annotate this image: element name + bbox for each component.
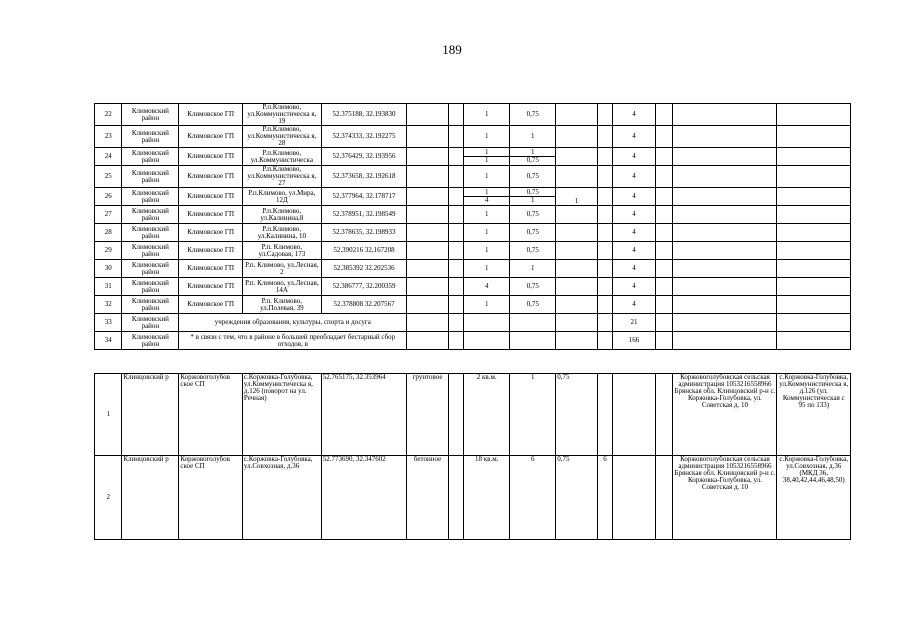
address-cell: Р.п.Климово, ул.Мира, 12Д: [242, 188, 321, 206]
table-row: [95, 206, 851, 224]
extra-cell: [556, 242, 598, 260]
empty-cell: [448, 260, 463, 278]
coordinates-cell: 52.378951, 32.198549: [321, 206, 406, 224]
row-number: 22: [95, 104, 122, 126]
settlement-cell: Климовское ГП: [179, 104, 243, 126]
empty-cell: [655, 456, 673, 540]
coordinates-cell: 52.373658, 32.192618: [321, 166, 406, 188]
empty-cell: [597, 278, 612, 296]
coordinates-cell: 52.376429, 32.193956: [321, 148, 406, 166]
coordinates-cell: 52,390216 32,167208: [321, 242, 406, 260]
table-row: [95, 224, 851, 242]
settlement-cell: Климовское ГП: [179, 296, 243, 314]
empty-cell: [448, 126, 463, 148]
district-cell: Климовский район: [122, 224, 179, 242]
containers-table-klintsy: [94, 373, 851, 540]
row-number: 27: [95, 206, 122, 224]
district-cell: Климовский район: [122, 188, 179, 206]
table-row: [95, 188, 851, 206]
served-count-cell: 21: [613, 314, 656, 332]
container-qty-cell: 1: [464, 206, 510, 224]
empty-cell: [464, 314, 510, 332]
container-volume-cell: 0,75: [510, 242, 556, 260]
empty-cell: [448, 104, 463, 126]
empty-cell: [655, 260, 673, 278]
district-cell: Климовский район: [122, 126, 179, 148]
empty-cell: [655, 206, 673, 224]
extra-cell: [556, 278, 598, 296]
container-qty-cell: 1: [464, 104, 510, 126]
container-qty-cell-line-2: 1: [464, 156, 509, 164]
container-qty-cell: 1: [464, 166, 510, 188]
empty-cell: [777, 314, 851, 332]
row-number: 26: [95, 188, 122, 206]
row-number: 29: [95, 242, 122, 260]
empty-cell: [777, 242, 851, 260]
empty-cell: [464, 332, 510, 350]
empty-cell: [655, 104, 673, 126]
surface-cell: грунтовое: [407, 374, 449, 456]
empty-cell: [597, 224, 612, 242]
empty-cell: [407, 148, 449, 166]
container-volume-cell: 0,75: [510, 296, 556, 314]
container-volume-cell-line-2: 1: [510, 196, 555, 204]
served-count-cell: 4: [613, 126, 656, 148]
empty-cell: [448, 374, 463, 456]
container-qty-cell: [464, 148, 510, 166]
served-count-cell: 4: [613, 260, 656, 278]
container-qty-cell: [464, 188, 510, 206]
row-number: 24: [95, 148, 122, 166]
container-qty-cell: 1: [464, 126, 510, 148]
coordinates-cell: 52.374333, 32.192275: [321, 126, 406, 148]
empty-cell: [448, 456, 463, 540]
served-count-cell: 4: [613, 104, 656, 126]
empty-cell: [597, 206, 612, 224]
settlement-cell: Коржовоголубов ское СП: [179, 456, 243, 540]
settlement-cell: Климовское ГП: [179, 166, 243, 188]
served-count-cell: 4: [613, 206, 656, 224]
settlement-cell: Климовское ГП: [179, 278, 243, 296]
empty-cell: [407, 166, 449, 188]
empty-cell: [448, 206, 463, 224]
empty-cell: [673, 104, 777, 126]
table-row: [95, 148, 851, 166]
empty-cell: [448, 188, 463, 206]
served-count-cell: 4: [613, 296, 656, 314]
container-qty-cell-line-1: 1: [484, 188, 489, 196]
owner-cell: Коржовоголубовская сельская администрация 1053216558966 Брянская обл. Клинцовский р-н с. Коржовка-Голубовка, ул. Советская д. 10: [673, 374, 777, 456]
row-number: 32: [95, 296, 122, 314]
served-count-cell: 166: [613, 332, 656, 350]
empty-cell: [597, 166, 612, 188]
extra-cell: [556, 206, 598, 224]
row-number: 31: [95, 278, 122, 296]
empty-cell: [673, 224, 777, 242]
address-cell: Р.п. Климово, ул.Полевая, 39: [242, 296, 321, 314]
coordinates-cell: 52.377964, 32.178717: [321, 188, 406, 206]
address-cell: с.Коржовка-Голубовка, ул.Коммунистическа я, д.126 (поворот на ул. Речная): [242, 374, 321, 456]
empty-cell: [597, 260, 612, 278]
empty-cell: [655, 332, 673, 350]
empty-cell: [673, 188, 777, 206]
row-number: 25: [95, 166, 122, 188]
extra-cell: [597, 374, 612, 456]
table-row: [95, 260, 851, 278]
empty-cell: [673, 260, 777, 278]
empty-cell: [777, 188, 851, 206]
coordinates-cell: 52.386777, 32.200359: [321, 278, 406, 296]
container-qty-cell: 1: [464, 242, 510, 260]
empty-cell: [655, 148, 673, 166]
empty-cell: [673, 314, 777, 332]
table-row: [95, 456, 851, 540]
served-count-cell: 4: [613, 188, 656, 206]
address-cell: Р.п.Климово, ул.Калинина, 10: [242, 224, 321, 242]
address-cell: Р.п. Климово, ул.Лесная, 14А: [242, 278, 321, 296]
table-row: [95, 296, 851, 314]
district-cell: Клинцовский р: [122, 456, 179, 540]
empty-cell: [597, 242, 612, 260]
table-row: [95, 126, 851, 148]
container-volume-cell: 0,75: [510, 224, 556, 242]
row-number: 33: [95, 314, 122, 332]
served-count-cell: 4: [613, 224, 656, 242]
empty-cell: [655, 242, 673, 260]
extra-cell: 1: [556, 188, 598, 206]
coordinates-cell: 52.375188, 32.193830: [321, 104, 406, 126]
address-cell: с.Коржовка-Голубовка, ул.Совхозная, д.36: [242, 456, 321, 540]
empty-cell: [597, 148, 612, 166]
container-qty-cell: 1: [510, 374, 556, 456]
extra-cell: [556, 126, 598, 148]
address-cell: Р.п.Климово, ул.Коммунистическа: [242, 148, 321, 166]
address-cell: Р.п.Климово, ул.Коммунистическа я, 27: [242, 166, 321, 188]
empty-cell: [448, 148, 463, 166]
empty-cell: [597, 104, 612, 126]
container-volume-cell: 0,75: [510, 206, 556, 224]
row-number: 2: [95, 456, 122, 540]
row-number: 1: [95, 374, 122, 456]
empty-cell: [597, 296, 612, 314]
district-cell: Климовский район: [122, 332, 179, 350]
district-cell: Климовский район: [122, 278, 179, 296]
extra-cell: 6: [597, 456, 612, 540]
empty-cell: [655, 166, 673, 188]
district-cell: Климовский район: [122, 314, 179, 332]
container-volume-cell: 0,75: [510, 278, 556, 296]
empty-cell: [407, 188, 449, 206]
empty-cell: [673, 242, 777, 260]
empty-cell: [655, 314, 673, 332]
empty-cell: [655, 188, 673, 206]
extra-cell: [556, 104, 598, 126]
container-qty-cell-line-1: 1: [484, 148, 489, 156]
served-count-cell: 4: [613, 166, 656, 188]
district-cell: Климовский район: [122, 148, 179, 166]
empty-cell: [407, 314, 449, 332]
served-count-cell: 4: [613, 278, 656, 296]
coordinates-cell: 52.378808 32.207567: [321, 296, 406, 314]
empty-cell: [597, 314, 612, 332]
empty-cell: [407, 242, 449, 260]
row-number: 34: [95, 332, 122, 350]
empty-cell: [777, 260, 851, 278]
district-cell: Климовский район: [122, 296, 179, 314]
container-volume-cell: 0,75: [510, 104, 556, 126]
empty-cell: [448, 314, 463, 332]
empty-cell: [673, 126, 777, 148]
container-volume-cell-line-1: 0,75: [526, 188, 539, 196]
container-qty-cell: 1: [464, 296, 510, 314]
container-volume-cell-line-1: 1: [530, 148, 535, 156]
empty-cell: [407, 224, 449, 242]
empty-cell: [777, 332, 851, 350]
container-qty-cell: 1: [464, 224, 510, 242]
container-qty-cell: 6: [510, 456, 556, 540]
empty-cell: [655, 126, 673, 148]
containers-table-klimovo: [94, 103, 851, 350]
container-qty-cell-line-2: 4: [464, 196, 509, 204]
area-cell: 2 кв.м.: [464, 374, 510, 456]
address-cell: Р.п.Климово, ул.Коммунистическа я, 28: [242, 126, 321, 148]
settlement-cell: Коржовоголубов ское СП: [179, 374, 243, 456]
served-count-cell: 4: [613, 242, 656, 260]
empty-cell: [407, 332, 449, 350]
table-row: [95, 332, 851, 350]
address-cell: Р.п.Климово, ул.Калинина,8: [242, 206, 321, 224]
empty-cell: [655, 374, 673, 456]
row-number: 30: [95, 260, 122, 278]
container-volume-cell: 1: [510, 260, 556, 278]
empty-cell: [597, 126, 612, 148]
note-cell: учреждения образования, культуры, спорта и досуга: [179, 314, 407, 332]
empty-cell: [556, 314, 598, 332]
address-cell: Р.п.Климово, ул.Коммунистическа я, 19: [242, 104, 321, 126]
row-number: 28: [95, 224, 122, 242]
container-volume-cell: 0,75: [556, 456, 598, 540]
container-volume-cell: 1: [510, 126, 556, 148]
empty-cell: [777, 224, 851, 242]
district-cell: Климовский район: [122, 260, 179, 278]
empty-cell: [655, 296, 673, 314]
empty-cell: [777, 206, 851, 224]
settlement-cell: Климовское ГП: [179, 224, 243, 242]
empty-cell: [673, 278, 777, 296]
table-row: [95, 166, 851, 188]
empty-cell: [673, 296, 777, 314]
empty-cell: [407, 296, 449, 314]
empty-cell: [777, 278, 851, 296]
table-row: [95, 374, 851, 456]
address-cell: Р.п. Климово, ул.Лесная, 2: [242, 260, 321, 278]
empty-cell: [510, 332, 556, 350]
container-volume-cell: 0,75: [510, 166, 556, 188]
empty-cell: [448, 224, 463, 242]
empty-cell: [777, 104, 851, 126]
row-number: 23: [95, 126, 122, 148]
settlement-cell: Климовское ГП: [179, 260, 243, 278]
empty-cell: [407, 104, 449, 126]
settlement-cell: Климовское ГП: [179, 188, 243, 206]
settlement-cell: Климовское ГП: [179, 148, 243, 166]
coordinates-cell: 52.378635, 32.198933: [321, 224, 406, 242]
table-row: [95, 314, 851, 332]
empty-cell: [556, 332, 598, 350]
served-objects-cell: с.Коржовка-Голубовка, ул.Совхозная, д.36 (МКД 36, 38,40,42,44,46,48,50): [777, 456, 851, 540]
empty-cell: [673, 206, 777, 224]
district-cell: Климовский район: [122, 104, 179, 126]
empty-cell: [613, 456, 656, 540]
page-number: 189: [442, 42, 462, 57]
extra-cell: [556, 260, 598, 278]
empty-cell: [655, 224, 673, 242]
table-row: [95, 278, 851, 296]
surface-cell: бетонное: [407, 456, 449, 540]
container-volume-cell: [510, 188, 556, 206]
owner-cell: Коржовоголубовская сельская администрация 1053216558966 Брянская обл. Клинцовский р-н с. Коржовка-Голубовка, ул. Советская д. 10: [673, 456, 777, 540]
empty-cell: [448, 278, 463, 296]
district-cell: Климовский район: [122, 242, 179, 260]
empty-cell: [448, 166, 463, 188]
empty-cell: [613, 374, 656, 456]
container-qty-cell: 1: [464, 260, 510, 278]
empty-cell: [597, 188, 612, 206]
empty-cell: [448, 332, 463, 350]
settlement-cell: Климовское ГП: [179, 126, 243, 148]
container-qty-cell: 4: [464, 278, 510, 296]
area-cell: 18 кв.м.: [464, 456, 510, 540]
extra-cell: [556, 166, 598, 188]
empty-cell: [407, 206, 449, 224]
empty-cell: [597, 332, 612, 350]
container-volume-cell: [510, 148, 556, 166]
coordinates-cell: 52.773690, 32.347602: [321, 456, 406, 540]
empty-cell: [777, 166, 851, 188]
table-row: [95, 104, 851, 126]
settlement-cell: Климовское ГП: [179, 206, 243, 224]
empty-cell: [777, 126, 851, 148]
empty-cell: [673, 332, 777, 350]
coordinates-cell: 52.385392 32.202536: [321, 260, 406, 278]
served-objects-cell: с.Коржовка-Голубовка, ул.Коммунистическа я, д.126 (ул. Коммунистическая с 95 по 133): [777, 374, 851, 456]
empty-cell: [448, 296, 463, 314]
district-cell: Климовский район: [122, 166, 179, 188]
table-row: [95, 242, 851, 260]
address-cell: Р.п. Климово, ул.Садовая, 173: [242, 242, 321, 260]
empty-cell: [777, 296, 851, 314]
empty-cell: [655, 278, 673, 296]
empty-cell: [510, 314, 556, 332]
extra-cell: [556, 148, 598, 166]
container-volume-cell: 0,75: [556, 374, 598, 456]
served-count-cell: 4: [613, 148, 656, 166]
empty-cell: [777, 148, 851, 166]
note-cell: * в связи с тем, что в районе в большей преобладает бестарный сбор отходов, в: [179, 332, 407, 350]
empty-cell: [407, 260, 449, 278]
empty-cell: [407, 278, 449, 296]
settlement-cell: Климовское ГП: [179, 242, 243, 260]
container-volume-cell-line-2: 0,75: [510, 156, 555, 164]
empty-cell: [448, 242, 463, 260]
district-cell: Климовский район: [122, 206, 179, 224]
coordinates-cell: 52.765175, 32.353964: [321, 374, 406, 456]
empty-cell: [673, 166, 777, 188]
extra-cell: [556, 224, 598, 242]
district-cell: Клинцовский р: [122, 374, 179, 456]
empty-cell: [407, 126, 449, 148]
empty-cell: [673, 148, 777, 166]
extra-cell: [556, 296, 598, 314]
